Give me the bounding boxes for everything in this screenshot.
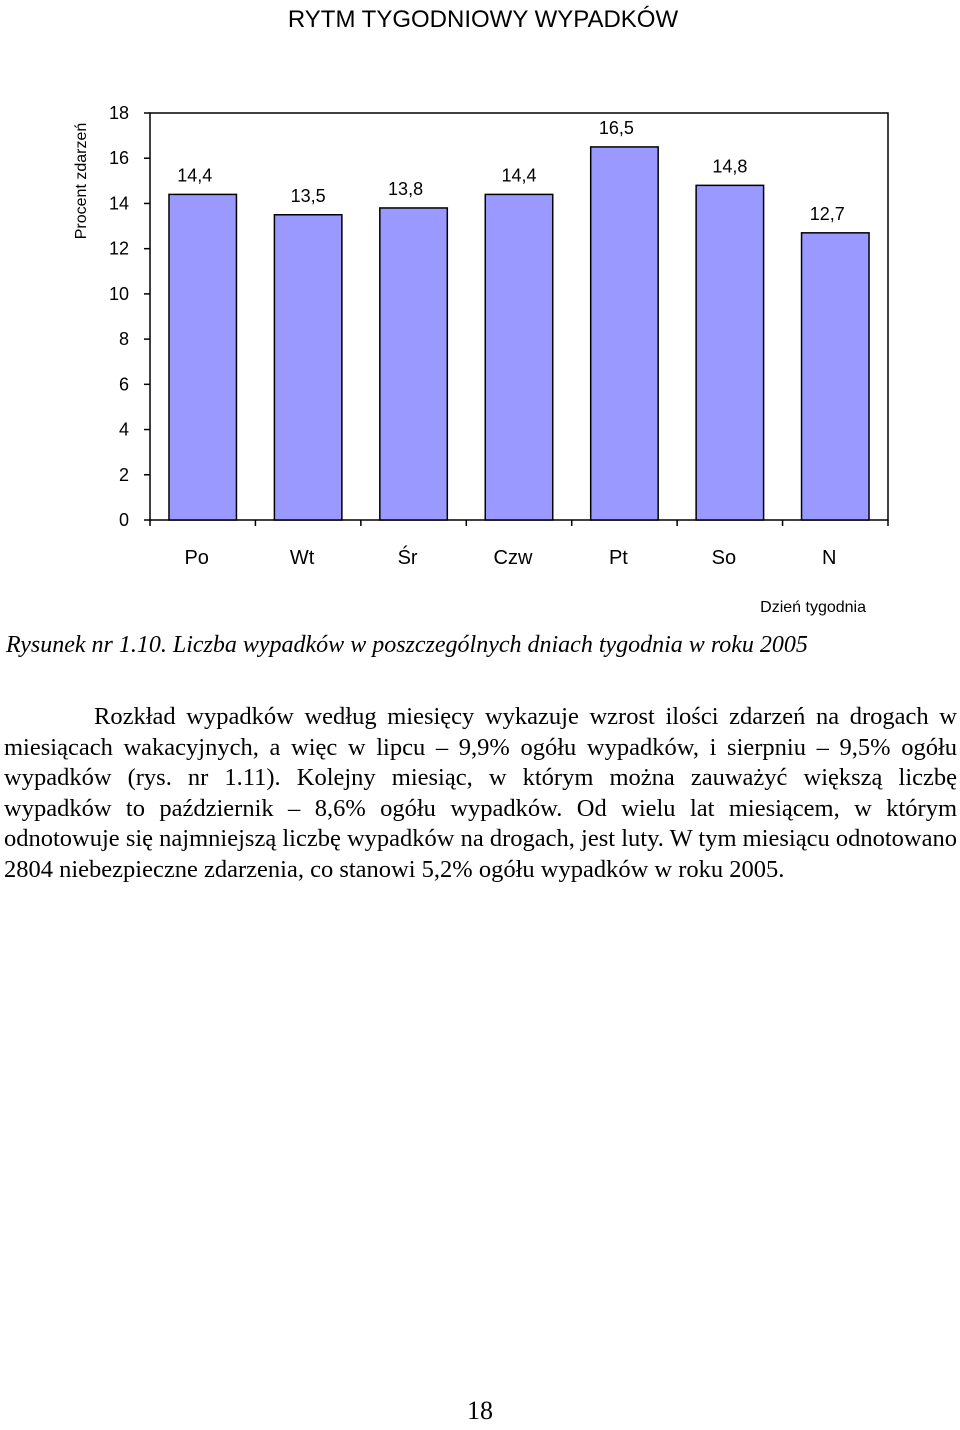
bar-value-label: 14,8 [712, 156, 748, 177]
y-tick-label: 4 [118, 419, 129, 440]
bar-5 [696, 185, 763, 520]
bar-0 [169, 194, 236, 520]
y-tick-label: 6 [118, 374, 129, 395]
bar-chart [0, 0, 960, 630]
bar-value-label: 14,4 [177, 165, 213, 186]
y-axis-label: Procent zdarzeń [73, 122, 90, 240]
bar-value-label: 14,4 [501, 165, 537, 186]
bar-6 [802, 233, 869, 520]
y-tick-label: 16 [108, 148, 129, 169]
y-tick-label: 0 [118, 510, 129, 530]
x-tick-label: Śr [397, 547, 418, 569]
chart-title: RYTM TYGODNIOWY WYPADKÓW [287, 6, 679, 33]
figure-caption: Rysunek nr 1.10. Liczba wypadków w poszczególnych dniach tygodnia w roku 2005 [6, 632, 808, 658]
x-axis-ticks [150, 520, 888, 569]
x-tick-label: So [711, 547, 737, 569]
y-tick-label: 2 [118, 464, 129, 485]
x-tick-label: N [822, 547, 837, 569]
y-tick-label: 8 [118, 329, 129, 350]
x-tick-label: Po [184, 547, 209, 569]
x-tick-label: Czw [493, 547, 533, 569]
bar-2 [380, 208, 447, 520]
y-axis-ticks [109, 103, 150, 530]
y-tick-label: 10 [108, 283, 129, 304]
y-tick-label: 12 [108, 238, 129, 259]
bar-3 [485, 194, 552, 520]
x-tick-label: Wt [289, 547, 315, 569]
bar-value-label: 13,8 [388, 178, 424, 199]
y-tick-label: 18 [108, 103, 129, 123]
bar-value-label: 16,5 [598, 117, 634, 138]
y-tick-label: 14 [108, 193, 129, 214]
page-number: 18 [467, 1396, 493, 1425]
x-axis-label: Dzień tygodnia [760, 599, 866, 616]
bar-value-label: 12,7 [809, 203, 845, 224]
bar-1 [274, 215, 341, 520]
x-tick-label: Pt [608, 547, 628, 569]
bar-value-label: 13,5 [290, 185, 326, 206]
body-paragraph: Rozkład wypadków według miesięcy wykazuje wzrost ilości zdarzeń na drogach w miesiącach wakacyjnych, a więc w lipcu – 9,9% ogółu wypadków, i sierpniu – 9,5% ogółu wypadków (rys. nr 1.11). Kolejny miesiąc, w którym można zauważyć większą liczbę wypadków to październik – 8,6% ogółu wypadków. Od wielu lat miesiącem, w którym odnotowuje się najmniejszą liczbę wypadków na drogach, jest luty. W tym miesiącu odnotowano 2804 niebezpieczne zdarzenia, co stanowi 5,2% ogółu wypadków w roku 2005. [4, 703, 957, 883]
bar-4 [591, 147, 658, 520]
